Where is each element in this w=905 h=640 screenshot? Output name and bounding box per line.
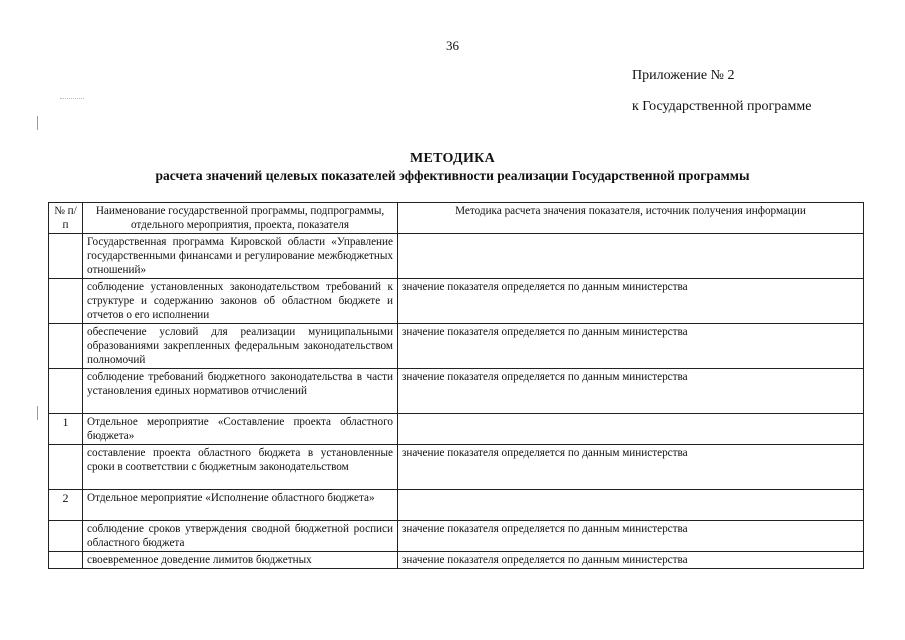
scan-artifact bbox=[60, 98, 84, 105]
row-num bbox=[49, 521, 83, 552]
header-num: № п/п bbox=[49, 203, 83, 234]
row-method: значение показателя определяется по данным министерства bbox=[398, 324, 864, 369]
row-num bbox=[49, 552, 83, 569]
table-row bbox=[49, 414, 864, 445]
row-name: соблюдение требований бюджетного законодательства в части установления единых нормативов отчислений bbox=[83, 369, 398, 414]
table-row bbox=[49, 279, 864, 324]
row-num bbox=[49, 445, 83, 490]
row-method: значение показателя определяется по данным министерства bbox=[398, 521, 864, 552]
table-row bbox=[49, 521, 864, 552]
table-row bbox=[49, 490, 864, 521]
row-name: составление проекта областного бюджета в установленные сроки в соответствии с бюджетным законодательством bbox=[83, 445, 398, 490]
row-name: соблюдение сроков утверждения сводной бюджетной росписи областного бюджета bbox=[83, 521, 398, 552]
row-num bbox=[49, 234, 83, 279]
header-method: Методика расчета значения показателя, источник получения информации bbox=[398, 203, 864, 234]
appendix-label: Приложение № 2 bbox=[632, 68, 735, 83]
row-name: Отдельное мероприятие «Исполнение областного бюджета» bbox=[83, 490, 398, 521]
row-name: обеспечение условий для реализации муниципальными образованиями закрепленных федеральным законодательством полномочий bbox=[83, 324, 398, 369]
row-method bbox=[398, 490, 864, 521]
row-method: значение показателя определяется по данным министерства bbox=[398, 369, 864, 414]
table-row bbox=[49, 234, 864, 279]
appendix-reference: к Государственной программе bbox=[632, 99, 812, 114]
row-method: значение показателя определяется по данным министерства bbox=[398, 279, 864, 324]
row-name: соблюдение установленных законодательством требований к структуре и содержанию законов об областном бюджете и отчетов о его исполнении bbox=[83, 279, 398, 324]
row-method: значение показателя определяется по данным министерства bbox=[398, 445, 864, 490]
table-row bbox=[49, 552, 864, 569]
row-num bbox=[49, 279, 83, 324]
table-row bbox=[49, 445, 864, 490]
row-num bbox=[49, 369, 83, 414]
document-title: МЕТОДИКА bbox=[409, 151, 496, 166]
scan-mark bbox=[37, 406, 38, 420]
row-num: 2 bbox=[49, 490, 83, 521]
page-number: 36 bbox=[446, 38, 459, 53]
row-name: Государственная программа Кировской области «Управление государственными финансами и регулирование межбюджетных отношений» bbox=[83, 234, 398, 279]
table-header-row bbox=[49, 203, 864, 234]
document-subtitle: расчета значений целевых показателей эффективности реализации Государственной программы bbox=[155, 168, 750, 183]
row-method bbox=[398, 414, 864, 445]
page-bottom-margin bbox=[0, 580, 905, 640]
row-method: значение показателя определяется по данным министерства bbox=[398, 552, 864, 569]
table-row bbox=[49, 324, 864, 369]
header-name: Наименование государственной программы, подпрограммы, отдельного мероприятия, проекта, показателя bbox=[83, 203, 398, 234]
row-method bbox=[398, 234, 864, 279]
table-row bbox=[49, 369, 864, 414]
methodology-table bbox=[48, 202, 864, 569]
row-num bbox=[49, 324, 83, 369]
row-name: Отдельное мероприятие «Составление проекта областного бюджета» bbox=[83, 414, 398, 445]
scan-mark bbox=[37, 116, 38, 130]
row-num: 1 bbox=[49, 414, 83, 445]
row-name: своевременное доведение лимитов бюджетных bbox=[83, 552, 398, 569]
